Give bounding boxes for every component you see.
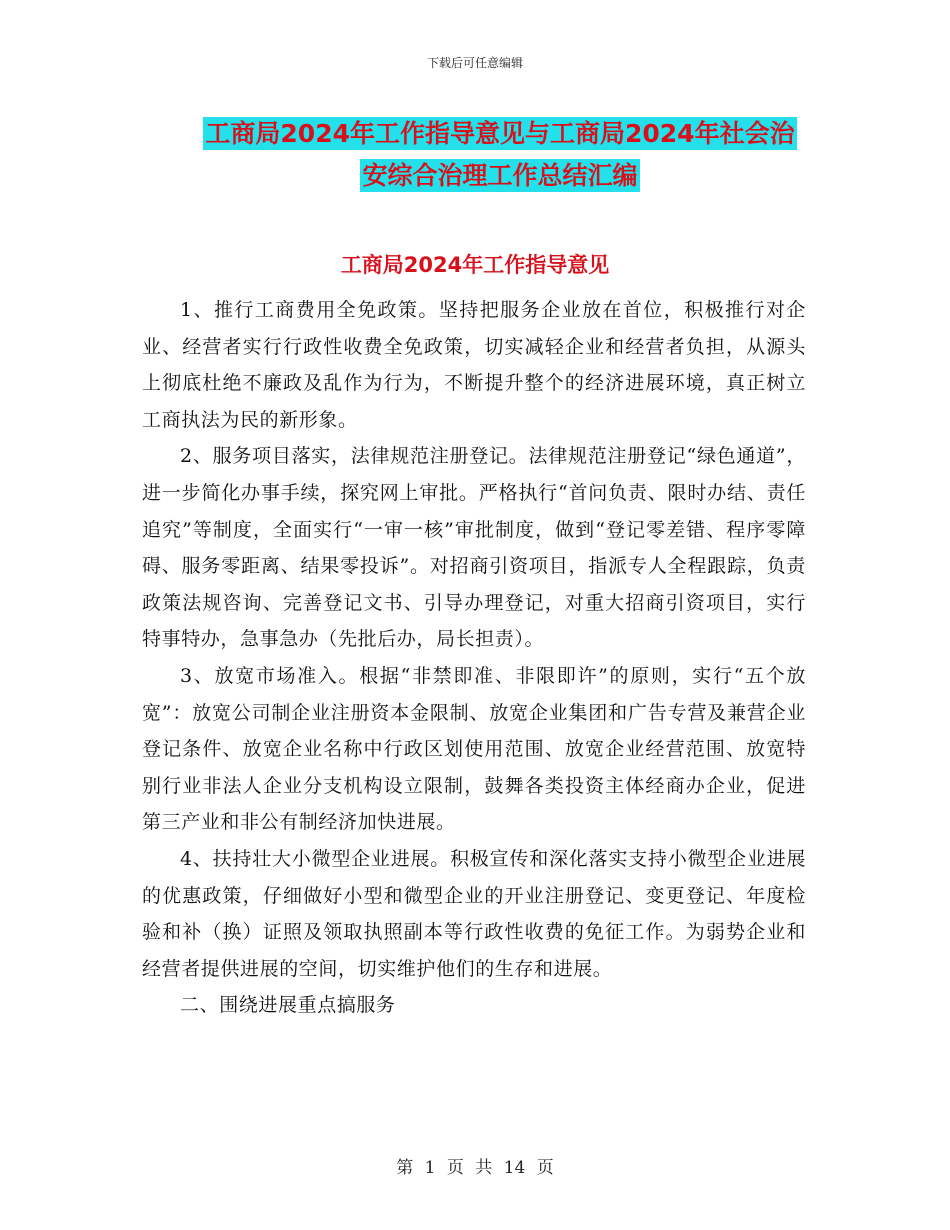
main-title-line-2-text: 安综合治理工作总结汇编 [362, 161, 638, 190]
section-title: 工商局2024年工作指导意见 [340, 253, 610, 277]
main-title-line-1-text: 工商局2024年工作指导意见与工商局2024年社会治 [205, 119, 795, 148]
main-title-line-1 [170, 114, 830, 150]
document-body [142, 292, 806, 1024]
section-heading-2: 二、围绕进展重点搞服务 [180, 994, 396, 1017]
main-title-line-2 [170, 156, 830, 192]
paragraph-4: 4、扶持壮大小微型企业进展。积极宣传和深化落实支持小微型企业进展的优惠政策，仔细做好小型和微型企业的开业注册登记、变更登记、年度检验和补（换）证照及领取执照副本等行政性收费的免征工作。为弱势企业和经营者提供进展的空间，切实维护他们的生存和进展。 [142, 847, 806, 980]
header-note: 下载后可任意编辑 [426, 56, 523, 70]
page-number: 第 1 页 共 14 页 [396, 1158, 554, 1178]
paragraph-1: 1、推行工商费用全免政策。坚持把服务企业放在首位，积极推行对企业、经营者实行行政性收费全免政策，切实减轻企业和经营者负担，从源头上彻底杜绝不廉政及乱作为行为，不断提升整个的经济进展环境，真正树立工商执法为民的新形象。 [142, 299, 806, 431]
paragraph-3: 3、放宽市场准入。根据“非禁即准、非限即许”的原则，实行“五个放宽”：放宽公司制企业注册资本金限制、放宽企业集团和广告专营及兼营企业登记条件、放宽企业名称中行政区划使用范围、放宽企业经营范围、放宽特别行业非法人企业分支机构设立限制，鼓舞各类投资主体经商办企业，促进第三产业和非公有制经济加快进展。 [142, 664, 806, 834]
paragraph-2: 2、服务项目落实，法律规范注册登记。法律规范注册登记“绿色通道”，进一步简化办事手续，探究网上审批。严格执行“首问负责、限时办结、责任追究”等制度，全面实行“一审一核”审批制度，做到“登记零差错、程序零障碍、服务零距离、结果零投诉”。对招商引资项目，指派专人全程跟踪，负责政策法规咨询、完善登记文书、引导办理登记，对重大招商引资项目，实行特事特办，急事急办（先批后办，局长担责）。 [142, 445, 806, 651]
